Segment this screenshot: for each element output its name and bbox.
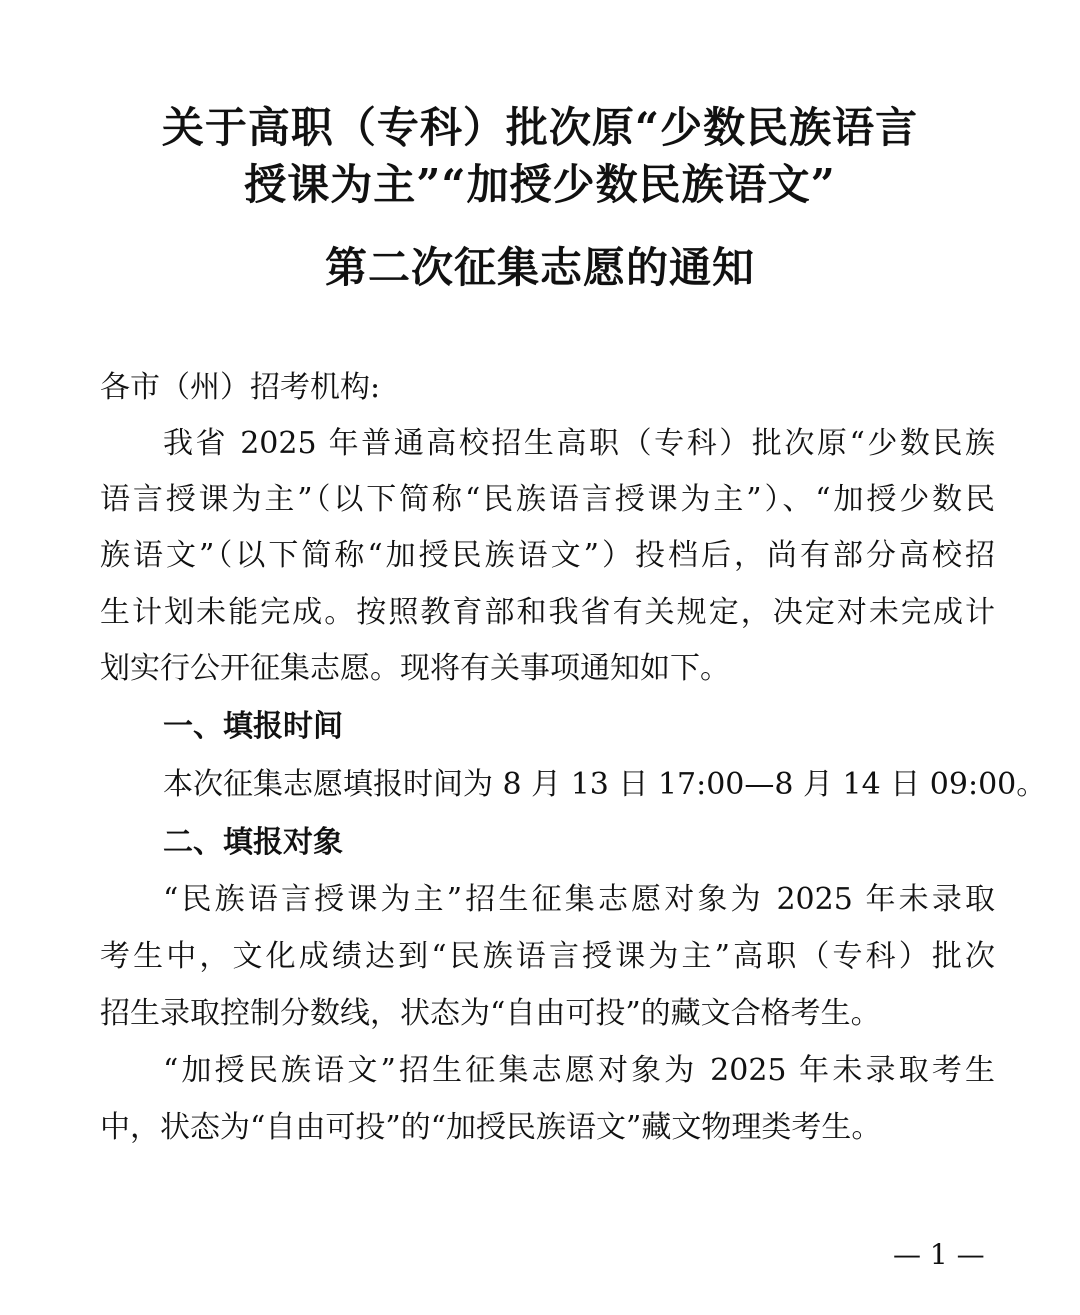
intro-line-5: 划实行公开征集志愿。现将有关事项通知如下。 [100, 651, 730, 686]
section-2-para-1-line-3: 招生录取控制分数线，状态为“自由可投”的藏文合格考生。 [100, 996, 881, 1031]
intro-line-3: 族语文”（以下简称“加授民族语文”）投档后，尚有部分高校招 [100, 538, 995, 573]
intro-line-1: 我省 2025 年普通高校招生高职（专科）批次原“少数民族 [163, 426, 995, 461]
section-2-heading: 二、填报对象 [163, 825, 343, 860]
section-2-para-1-line-1: “民族语言授课为主”招生征集志愿对象为 2025 年未录取 [163, 882, 995, 917]
title-line-1: 关于高职（专科）批次原“少数民族语言 [161, 103, 919, 152]
page-number: — 1 — [893, 1238, 985, 1271]
intro-line-4: 生计划未能完成。按照教育部和我省有关规定，决定对未完成计 [100, 595, 995, 630]
intro-line-2: 语言授课为主”（以下简称“民族语言授课为主”）、“加授少数民 [100, 482, 995, 517]
section-1-text: 本次征集志愿填报时间为 8 月 13 日 17:00—8 月 14 日 09:00。 [163, 767, 1047, 802]
title-line-2: 授课为主”“加授少数民族语文” [244, 160, 836, 209]
section-2-para-2-line-1: “加授民族语文”招生征集志愿对象为 2025 年未录取考生 [163, 1053, 995, 1088]
title-line-3: 第二次征集志愿的通知 [324, 243, 755, 292]
section-2-para-1-line-2: 考生中，文化成绩达到“民族语言授课为主”高职（专科）批次 [100, 939, 995, 974]
section-2-para-2-line-2: 中，状态为“自由可投”的“加授民族语文”藏文物理类考生。 [100, 1110, 882, 1145]
salutation: 各市（州）招考机构: [100, 370, 381, 405]
section-1-heading: 一、填报时间 [163, 709, 343, 744]
